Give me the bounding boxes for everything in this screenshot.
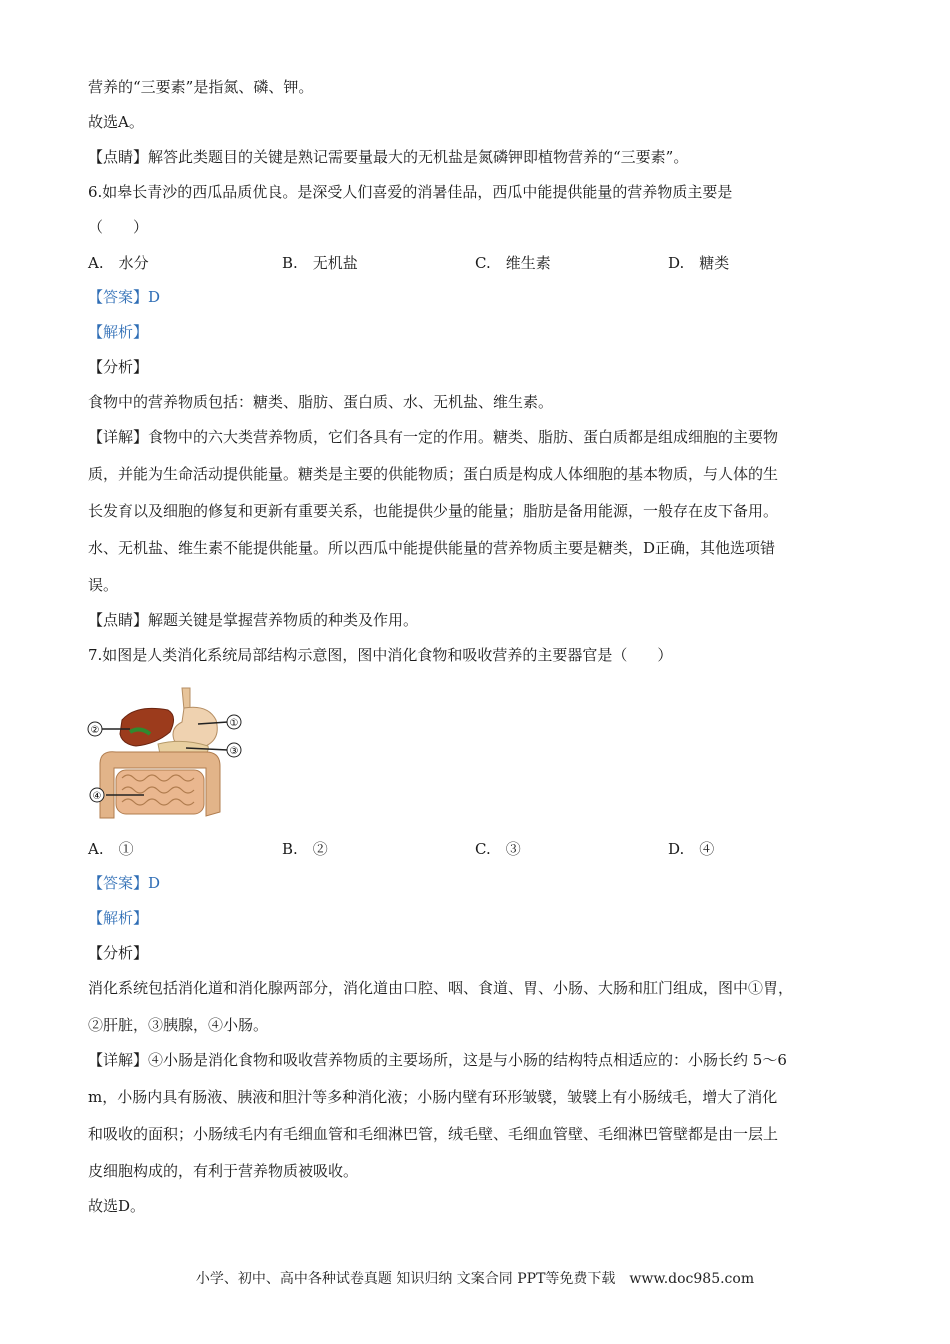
q7-detail-4: 皮细胞构成的，有利于营养物质被吸收。	[88, 1162, 359, 1180]
q7-fenxi-2: ②肝脏，③胰腺，④小肠。	[88, 1016, 269, 1034]
q6-answer: 【答案】D	[88, 288, 161, 306]
question-6-paren: （ ）	[88, 218, 149, 236]
q7-fenxi-heading: 【分析】	[88, 944, 149, 962]
svg-text:③: ③	[229, 746, 239, 757]
q6-option-d: D. 糖类	[668, 254, 730, 272]
q7-option-c: C. ③	[475, 840, 521, 858]
q7-detail-2: m，小肠内具有肠液、胰液和胆汁等多种消化液；小肠内壁有环形皱襞，皱襞上有小肠绒毛，增大了消化	[88, 1088, 778, 1106]
question-7: 7.如图是人类消化系统局部结构示意图，图中消化食物和吸收营养的主要器官是（ ）	[88, 646, 673, 664]
figure-label-2	[88, 722, 102, 736]
q6-detail-5: 误。	[88, 576, 119, 594]
liver-shape	[120, 708, 174, 746]
q7-conclusion: 故选D。	[88, 1197, 146, 1215]
digestive-system-figure	[86, 686, 246, 822]
q6-jiexi: 【解析】	[88, 323, 149, 341]
digestive-system-diagram	[86, 686, 246, 822]
q6-detail-3: 长发育以及细胞的修复和更新有重要关系，也能提供少量的能量；脂肪是备用能源，一般存在皮下备用。	[88, 502, 779, 520]
q7-option-b: B. ②	[282, 840, 328, 858]
q6-detail-1: 【详解】食物中的六大类营养物质，它们各具有一定的作用。糖类、脂肪、蛋白质都是组成细胞的主要物	[88, 428, 779, 446]
page-footer: 小学、初中、高中各种试卷真题 知识归纳 文案合同 PPT等免费下载 www.doc985.com	[195, 1271, 755, 1287]
q6-option-b: B. 无机盐	[282, 254, 358, 272]
q7-detail-3: 和吸收的面积；小肠绒毛内有毛细血管和毛细淋巴管，绒毛壁、毛细血管壁、毛细淋巴管壁都是由一层上	[88, 1125, 779, 1143]
q6-detail-2: 质，并能为生命活动提供能量。糖类是主要的供能物质；蛋白质是构成人体细胞的基本物质，与人体的生	[88, 465, 779, 483]
svg-text:①: ①	[229, 718, 239, 729]
line-l2: 故选A。	[88, 113, 144, 131]
q6-fenxi-heading: 【分析】	[88, 358, 149, 376]
q7-answer: 【答案】D	[88, 874, 161, 892]
question-6: 6.如皋长青沙的西瓜品质优良。是深受人们喜爱的消暑佳品，西瓜中能提供能量的营养物质主要是	[88, 183, 733, 201]
q7-option-d: D. ④	[668, 840, 715, 858]
figure-label-4	[90, 788, 104, 802]
line-l3: 【点睛】解答此类题目的关键是熟记需要量最大的无机盐是氮磷钾即植物营养的“三要素”。	[88, 148, 689, 166]
q6-option-c: C. 维生素	[475, 254, 551, 272]
svg-text:④: ④	[92, 791, 102, 802]
q6-tip: 【点睛】解题关键是掌握营养物质的种类及作用。	[88, 611, 419, 629]
figure-label-1	[227, 715, 241, 729]
svg-text:②: ②	[90, 725, 100, 736]
figure-label-3	[227, 743, 241, 757]
line-l1: 营养的“三要素”是指氮、磷、钾。	[88, 78, 314, 96]
q7-fenxi-1: 消化系统包括消化道和消化腺两部分，消化道由口腔、咽、食道、胃、小肠、大肠和肛门组成，图中①胃，	[88, 979, 794, 997]
esophagus-shape	[182, 688, 190, 710]
q6-option-a: A. 水分	[88, 254, 149, 272]
q7-detail-1: 【详解】④小肠是消化食物和吸收营养物质的主要场所，这是与小肠的结构特点相适应的：小肠长约 5～6	[88, 1051, 787, 1069]
q6-detail-4: 水、无机盐、维生素不能提供能量。所以西瓜中能提供能量的营养物质主要是糖类，D正确，其他选项错	[88, 539, 776, 557]
q6-fenxi-text: 食物中的营养物质包括：糖类、脂肪、蛋白质、水、无机盐、维生素。	[88, 393, 554, 411]
q7-option-a: A. ①	[88, 840, 134, 858]
q7-jiexi: 【解析】	[88, 909, 149, 927]
